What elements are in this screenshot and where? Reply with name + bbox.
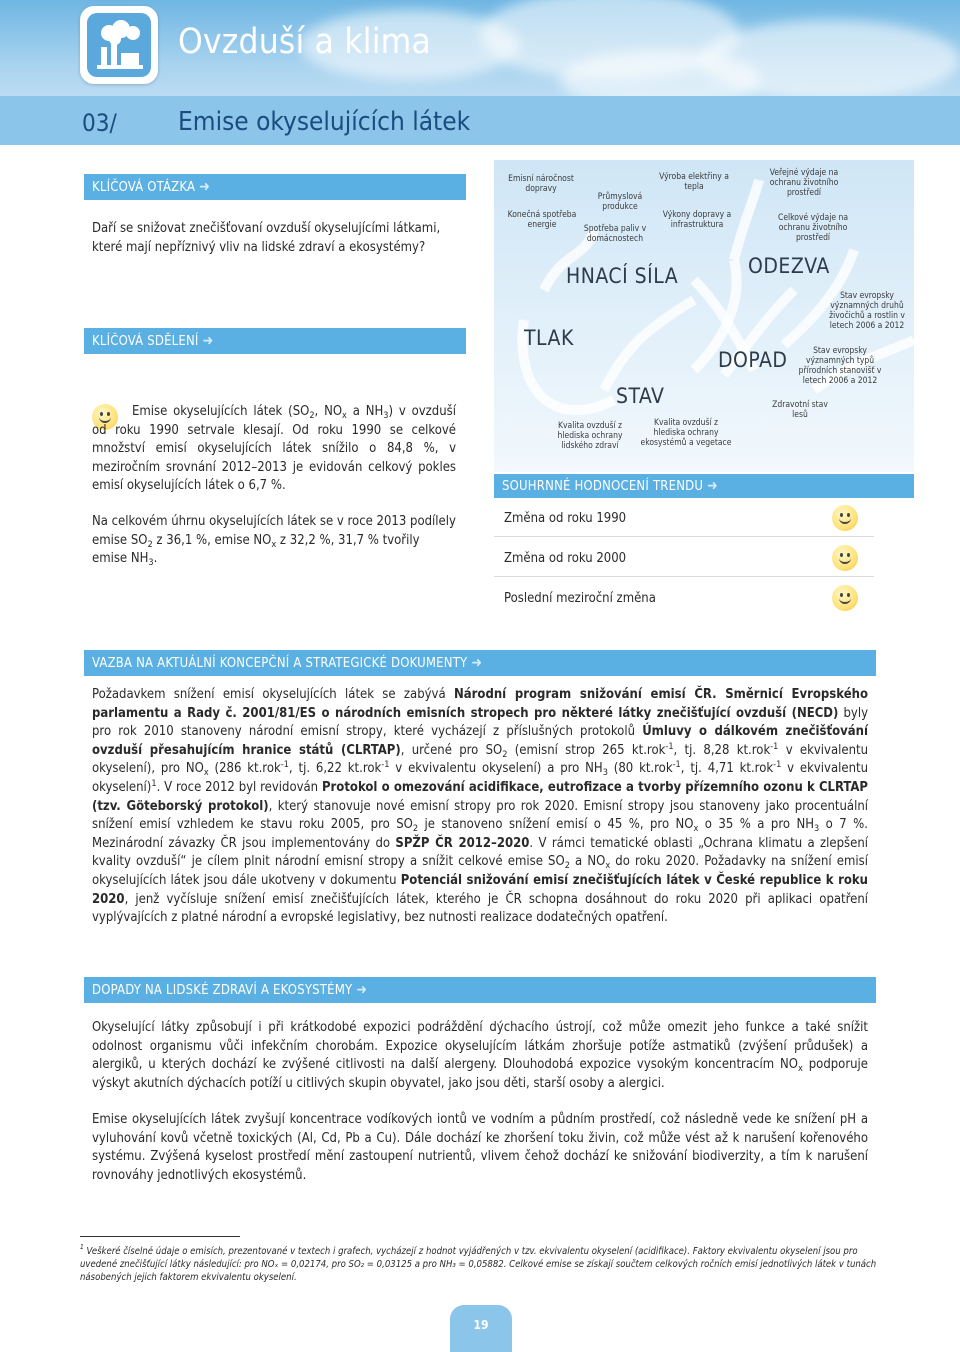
arrow-right-icon: ➜: [199, 179, 210, 195]
impact-item-2: Stav evropsky významných typů přírodních stanovišť v letech 2006 a 2012: [798, 346, 882, 386]
page-title: Ovzduší a klima: [178, 22, 432, 62]
impact-item-3: Stav evropsky významných druhů živočichů a rostlin v letech 2006 a 2012: [829, 291, 905, 331]
state-label: STAV: [616, 384, 665, 408]
trend-row: Změna od roku 1990: [494, 503, 874, 537]
arrow-right-icon: ➜: [356, 982, 368, 998]
key-messages-heading: KLÍČOVÁ SDĚLENÍ ➜: [84, 328, 466, 354]
impact-item-1: Zdravotní stav lesů: [772, 400, 828, 420]
health-text-1: Okyselující látky způsobují i při krátkodobé expozici podráždění dýchacího ústrojí, což může omezit jeho funkce a také snížit odolnost organismu vůči infekčním chorobám. Expozice okyselujícím látkám zhoršuje potíže astmatiků (zvýšení průdušek) a alergiků, u kterých dochází ke zvýšené citlivosti na další alergeny. Dlouhodobá expozice vysokým koncentracím $NO_x$ podporuje výskyt akutních dýchacích potíží u citlivých skupin obyvatel, jako jsou děti, starší osoby a alergici.: [92, 1020, 869, 1091]
key-question-heading: KLÍČOVÁ OTÁZKA ➜: [84, 174, 466, 200]
health-text-2: Emise okyselujících látek zvyšují koncentrace vodíkových iontů ve vodním a půdním prostředí, což následně vede ke snížení pH a vyluhování kovů včetně toxických (Al, Cd, Pb a Cu). Dále dochází ke zhoršení toku živin, což může vést až k narušení kořenového systému. Zvýšená kyselost prostředí mění zastoupení nutrientů, vlivem čehož dochází ke snižování biodiverzity, a tím k narušení rovnováhy jednotlivých ekosystémů.: [92, 1112, 868, 1183]
footnote: $^1$ Veškeré číselné údaje o emisích, prezentované v textech i grafech, vycházejí z hodnot vyjádřených v tzv. ekvivalentu okyselení (acidifikace). Faktory ekvivalentu okyselení jsou pro uvedené znečišťující látky následující: pro NOₓ = 0,02174, pro SO₂ = 0,03125 a pro NH₃ = 0,05882. Celkové emise se získají součtem celkových ročních emisí jednotlivých látek v tunách násobených jejich faktorem ekvivalentu okyselení.: [80, 1243, 877, 1283]
section-number: 03/: [82, 109, 117, 137]
arrow-right-icon: ➜: [202, 333, 214, 349]
key-message-1: Emise okyselujících látek ($SO_2$, $NO_x$ a $NH_3$) v ovzduší od roku 1990 setrvale klesají. Od roku 1990 se celkové množství emisí okyselujících látek snížilo o 84,8 %, v meziročním srovnání 2012–2013 je evidován celkový pokles emisí okyselujících látek o 6,7 %.: [92, 404, 456, 494]
state-item-2: Kvalita ovzduší z hlediska ochrany ekosystémů a vegetace: [640, 418, 732, 448]
trend-heading: SOUHRNNÉ HODNOCENÍ TRENDU ➜: [494, 474, 914, 498]
response-label: ODEZVA: [748, 254, 830, 278]
section-title: Emise okyselujících látek: [178, 107, 471, 137]
footnote-rule: [80, 1236, 240, 1237]
smiley-icon: [832, 585, 858, 611]
policy-heading: VAZBA NA AKTUÁLNÍ KONCEPČNÍ A STRATEGICKÉ DOKUMENTY ➜: [84, 650, 876, 676]
df-item-4: Spotřeba paliv v domácnostech: [583, 224, 647, 244]
response-item-2: Celkové výdaje na ochranu životního prostředí: [777, 213, 849, 243]
factory-smoke-icon: [80, 6, 158, 84]
section-bar: [0, 96, 960, 145]
df-item-1: Emisní náročnost dopravy: [508, 174, 574, 194]
df-item-5: Výroba elektřiny a tepla: [659, 172, 729, 192]
response-item-1: Veřejné výdaje na ochranu životního prostředí: [769, 168, 839, 198]
trend-row: Změna od roku 2000: [494, 543, 874, 577]
smiley-icon: [832, 545, 858, 571]
dpsir-diagram: [494, 160, 914, 472]
key-question-text: Daří se snižovat znečišťovaní ovzduší okyselujícími látkami, které mají nepříznivý vliv na lidské zdraví a ekosystémy?: [92, 221, 441, 255]
state-item-1: Kvalita ovzduší z hlediska ochrany lidského zdraví: [557, 421, 623, 451]
pressure-label: TLAK: [524, 326, 574, 350]
driving-force-label: HNACÍ SÍLA: [566, 264, 679, 288]
trend-row: Poslední meziroční změna: [494, 583, 874, 617]
df-item-2: Konečná spotřeba energie: [507, 210, 577, 230]
impact-label: DOPAD: [718, 348, 788, 372]
smiley-icon: [832, 505, 858, 531]
page-number: 19: [473, 1318, 489, 1332]
arrow-right-icon: ➜: [707, 478, 718, 494]
df-item-3: Průmyslová produkce: [597, 192, 643, 212]
df-item-6: Výkony dopravy a infrastruktura: [662, 210, 732, 230]
health-heading: DOPADY NA LIDSKÉ ZDRAVÍ A EKOSYSTÉMY ➜: [84, 977, 876, 1003]
key-message-2: Na celkovém úhrnu okyselujících látek se v roce 2013 podílely emise $SO_2$ z 36,1 %, emise $NO_x$ z 32,2 %, 31,7 % tvořily emise $NH_3$.: [92, 514, 456, 569]
page-header: [0, 0, 960, 145]
policy-text: Požadavkem snížení emisí okyselujících látek se zabývá Národní program snižování emisí ČR. Směrnicí Evropského parlamentu a Rady č. 2001/81/ES o národních emisních stropech pro některé látky znečišťující ovzduší (NECD) byly pro rok 2010 stanoveny národní emisní stropy, které vycházejí z příslušných protokolů Úmluvy o dálkovém znečišťování ovzduší přesahujícím hranice států (CLRTAP), určené pro $SO_2$ (emisní strop 265 kt.rok$^{-1}$, tj. 8,28 kt.rok$^{-1}$ v ekvivalentu okyselení), pro $NO_x$ (286 kt.rok$^{-1}$, tj. 6,22 kt.rok$^{-1}$ v ekvivalentu okyselení) a pro $NH_3$ (80 kt.rok$^{-1}$, tj. 4,71 kt.rok$^{-1}$ v ekvivalentu okyselení)$^1$. V roce 2012 byl revidován Protokol o omezování acidifikace, eutrofizace a tvorby přízemního ozonu k CLRTAP (tzv. Göteborský protokol), který stanovuje nové emisní stropy pro rok 2020. Emisní stropy jsou stanoveny jako procentuální snížení emisí vzhledem ke stavu roku 2005, pro $SO_2$ je stanoveno snížení emisí o 45 %, pro $NO_x$ o 35 % a pro $NH_3$ o 7 %. Mezinárodní závazky ČR jsou implementovány do SPŽP ČR 2012–2020. V rámci tematické oblasti „Ochrana klimatu a zlepšení kvality ovzduší“ je cílem plnit národní emisní stropy a snížit celkové emise $SO_2$ a $NO_x$ do roku 2020. Požadavky na snížení emisí okyselujících látek jsou dále ukotveny v dokumentu Potenciál snižování emisí znečišťujících látek v České republice k roku 2020, jenž vyčísluje snížení emisí znečišťujících látek, kterého je ČR schopna dosáhnout do roku 2020 při aplikaci opatření vyplývajících z platné národní a evropské legislativy, bez nutnosti realizace dodatečných opatření.: [92, 687, 869, 926]
arrow-right-icon: ➜: [471, 655, 483, 671]
